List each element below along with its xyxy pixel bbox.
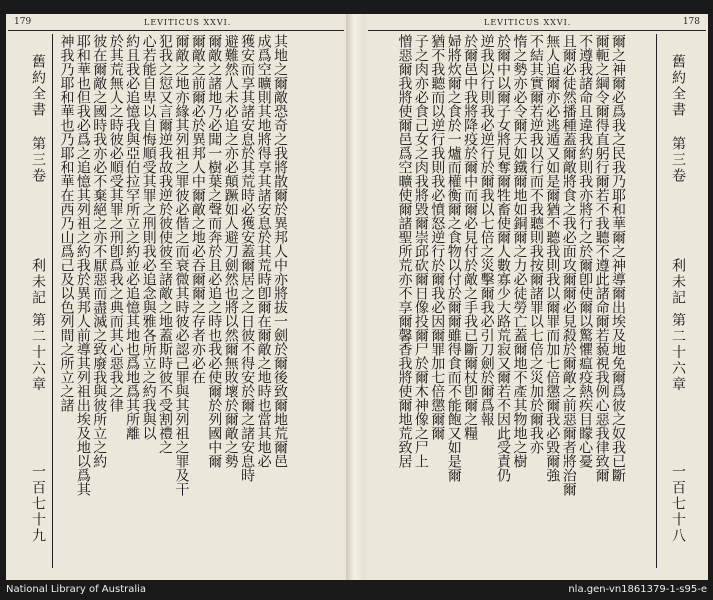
header-rule — [8, 30, 344, 31]
text-column: 於其荒無人之時彼必順受其罪之刑卽爲我之典而其心惡我之律 — [107, 34, 124, 412]
text-column: 憎惡爾我將使爾邑爲空曠使爾諸聖所荒亦不享爾馨香我將使爾地荒致居 — [396, 34, 413, 468]
text-column: 耶和華也但我必爲之追憶其列祖之約我於異邦人前導其列祖出埃及地以爲其 — [74, 34, 91, 496]
footer-credit: National Library of Australia — [6, 584, 147, 595]
left-page — [6, 14, 346, 580]
running-head: LEVITICUS XXVI. — [484, 18, 572, 27]
text-column: 不遵我諸命且違我約則我亦將行之於爾卽使爾以驚懼瘟疫熱疾目矇心憂 — [577, 34, 594, 468]
text-column: 避難然人未必追之亦必顛蹶如人避刀劍然也將以然爾無敗壞於爾敵之勢 — [222, 34, 239, 468]
text-column: 爾敵之前爾必於異邦人中爾敵之地必吞爾爾之存者亦必在 — [189, 34, 206, 384]
margin-rule — [52, 34, 53, 568]
margin-book: 舊約全書 — [670, 54, 686, 118]
text-column: 逆我以行則我必逆行於爾我以七倍之災擊爾我必引刀劍於爾爲報 — [478, 34, 495, 426]
text-column: 且爾必徒然播種蓋爾敵將食之我必面攻爾爾必見殺於爾敵之前惡爾者將治爾 — [560, 34, 577, 496]
margin-volume: 第三卷 — [30, 136, 46, 184]
text-column: 心若能自卑以自悔順受其罪之刑則我必追念與雅各所立之約我與以 — [140, 34, 157, 440]
text-column: 爾之神爾必爲我之民我乃耶和華爾之神導爾出埃及地免爾爲彼之奴我已斷 — [610, 34, 626, 482]
text-column: 惰之勢亦必令爾天如鐵爾地如銅爾之力必徒勞亡蓋爾地不產其物地之樹 — [511, 34, 528, 468]
book-gutter — [346, 14, 366, 580]
margin-book: 舊約全書 — [30, 54, 46, 118]
footer-id: nla.gen-vn1861379-1-s95-e — [568, 584, 707, 595]
text-column: 爾軛之綱令爾得直躬行爾若不我聽不遵此諸命爾若藐視我例心惡我律致爾 — [593, 34, 610, 482]
text-column: 子之肉亦必食己女之肉我將毀爾崇邱砍爾日像投爾尸於爾木神像之尸上 — [412, 34, 429, 468]
text-column: 爾敵之諸地乃必聞一樹葉之聲而奔於且必追之時也我必使爾於列國中爾 — [206, 34, 223, 468]
text-column: 婦將炊爾之食於一爐而權衡爾之食物以付於爾爾雖得食而不能飽又如是爾 — [445, 34, 462, 482]
text-column: 爾敵之地亦緣其列祖之罪彼必偕之而衰微其時彼必認己罪與其列祖之罪及干 — [173, 34, 190, 496]
text-column: 不結其實爾若逆我以行而不我聽則我按爾諸罪以七倍之災加於爾我亦 — [527, 34, 544, 454]
margin-folio: 一百七十九 — [30, 464, 46, 544]
margin-section: 利未記 第二十六章 — [30, 258, 46, 393]
text-column: 於爾邑中我將降疫於爾中而爾必見付於敵之手我已斷爾杖卽爾之糧 — [462, 34, 479, 440]
page-number: 179 — [14, 17, 32, 27]
text-column: 猶不我聽而以逆行我則我必憤怒逆行於爾我必因爾罪加七倍懲爾爾 — [429, 34, 446, 440]
header-rule — [368, 30, 706, 31]
running-head: LEVITICUS XXVI. — [144, 18, 232, 27]
body-text — [58, 34, 288, 568]
page-number: 178 — [682, 17, 700, 27]
text-column: 成爲空曠則其地將得享其諸安息於其荒時卽爾在爾敵之地時也當其地必 — [255, 34, 272, 468]
text-column: 犯我之愆又言爾逆我故我逆於彼使彼至諸敵之地蓋斯時彼不受割禮之 — [157, 34, 173, 454]
text-column: 彼在爾敵之國時我亦必不棄絕之亦不厭惡而盡滅之致廢我與彼所立之約 — [91, 34, 108, 468]
text-column: 無人追爾亦必逃遁又如是爾猶不聽我則我以爾罪而加七倍懲爾我必毀爾強 — [544, 34, 561, 482]
footer-bar — [0, 580, 713, 600]
right-page — [366, 14, 708, 580]
margin-folio: 一百七十八 — [670, 464, 686, 544]
body-text — [396, 34, 626, 568]
margin-section: 利未記 第二十六章 — [670, 258, 686, 393]
text-column: 神我乃耶和華也乃耶和華在西乃山爲己及以色列間之所立之諸 — [58, 34, 75, 412]
margin-rule — [656, 34, 657, 568]
text-column: 約且我必追憶我與亞伯拉罕所立之約並必追憶其地也爲地爲其所離 — [124, 34, 141, 440]
text-column: 獲安而享其諸安息於其荒時必獲安蓋爾居之之日彼不得安於爾之諸安息時 — [239, 34, 256, 482]
text-column: 其地之爾敵恐奇之我將散爾於異邦人中亦將拔一劍於爾後致爾地荒爾邑 — [272, 34, 288, 468]
margin-volume: 第三卷 — [670, 136, 686, 184]
text-column: 於爾中以爾子女將見奪爾牲畜使爾人數寡少大路荒寂又爾若不因此受責仍 — [495, 34, 511, 482]
